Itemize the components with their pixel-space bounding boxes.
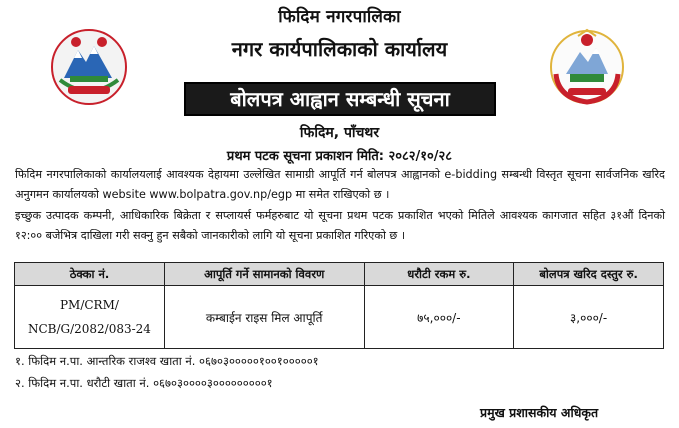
header-description: आपूर्ति गर्ने सामानको विवरण xyxy=(164,263,364,286)
header-fee: बोलपत्र खरिद दस्तुर रु. xyxy=(514,263,664,286)
place-line: फिदिम, पाँचथर xyxy=(299,125,380,141)
notice-title-banner xyxy=(184,82,496,116)
notice-title: बोलपत्र आह्वान सम्बन्धी सूचना xyxy=(230,87,450,111)
contract-no-line-1: PM/CRM/ xyxy=(59,298,119,312)
description-cell: कम्बाईन राइस मिल आपूर्ति xyxy=(164,286,364,349)
account-note-2: २. फिदिम न.पा. धरौटी खाता नं. ०६७०३००००३०००००००००१ xyxy=(15,376,273,390)
header-deposit: धरौटी रकम रु. xyxy=(364,263,514,286)
account-note-1: १. फिदिम न.पा. आन्तरिक राजश्व खाता नं. ०६७०३०००००१००१०००००१ xyxy=(15,354,319,368)
publish-date: प्रथम पटक सूचना प्रकाशन मिति: २०८२/१०/२८ xyxy=(226,149,453,164)
table-row xyxy=(15,286,664,349)
paragraph-1: फिदिम नगरपालिकाको कार्यालयलाई आवश्यक देहायमा उल्लेखित सामाग्री आपूर्ति गर्न बोलपत्र आह्वानको e-bidding सम्बन्धी विस्तृत सूचना सार्वजनिक खरिद अनुगमन कार्यालयको website www.bolpatra.gov.np/egp मा समेत राखिएको छ । xyxy=(15,168,665,201)
office-name: नगर कार्यपालिकाको कार्यालय xyxy=(231,37,448,61)
deposit-cell: ७५,०००/- xyxy=(364,286,514,349)
header-contract-no: ठेक्का नं. xyxy=(15,263,165,286)
municipality-name: फिदिम नगरपालिका xyxy=(278,7,401,27)
table-header-row xyxy=(15,263,664,286)
signatory-title: प्रमुख प्रशासकीय अधिकृत xyxy=(480,405,599,420)
contract-no-cell xyxy=(15,286,165,349)
contract-no-line-2: NCB/G/2082/083-24 xyxy=(27,322,151,336)
fee-cell: ३,०००/- xyxy=(514,286,664,349)
paragraph-2: इच्छुक उत्पादक कम्पनी, आधिकारिक बिक्रेता र सप्लायर्स फर्महरुबाट यो सूचना प्रथम पटक प्रकाशित भएको मितिले आवश्यक कागजात सहित ३१औं दिनको १२:०० बजेभित्र दाखिला गरी सक्नु हुन सबैको जानकारीको लागि यो सूचना प्रकाशित गरिएको छ । xyxy=(15,209,665,242)
tender-table xyxy=(14,262,664,349)
